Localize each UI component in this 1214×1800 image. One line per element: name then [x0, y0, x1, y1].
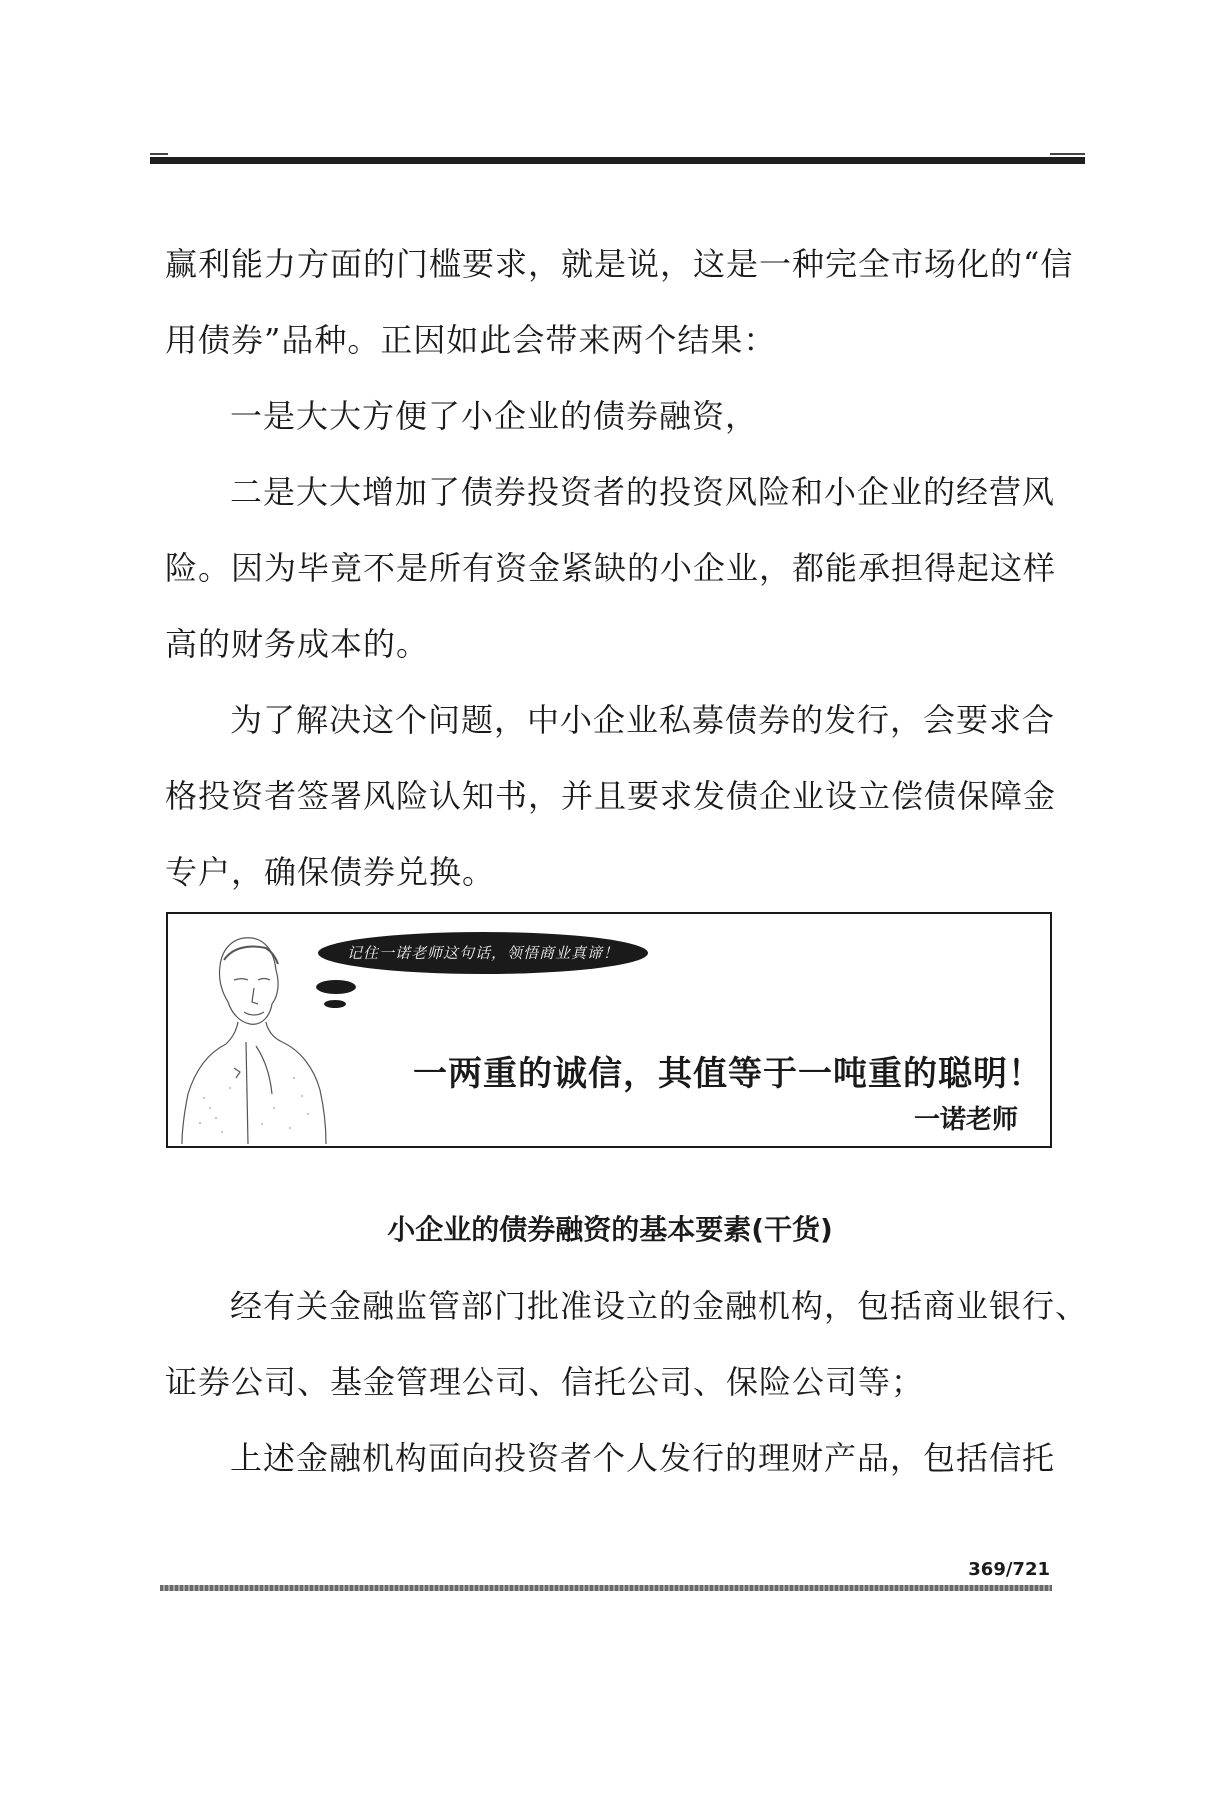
paragraph-line: 为了解决这个问题，中小企业私募债券的发行，会要求合 — [230, 701, 1056, 739]
paragraph-line: 格投资者签署风险认知书，并且要求发债企业设立偿债保障金 — [165, 777, 1057, 815]
paragraph-line: 用债券”品种。正因如此会带来两个结果： — [165, 321, 777, 359]
speech-bubble-tail — [324, 1000, 346, 1008]
paragraph-line: 经有关金融监管部门批准设立的金融机构，包括商业银行、 — [230, 1287, 1089, 1325]
speech-bubble-tail — [316, 980, 356, 994]
header-rule-right-tick — [1050, 153, 1085, 155]
paragraph-line: 一是大大方便了小企业的债券融资， — [230, 397, 759, 435]
page-number: 369/721 — [968, 1559, 1050, 1580]
paragraph-line: 险。因为毕竟不是所有资金紧缺的小企业，都能承担得起这样 — [165, 549, 1057, 587]
paragraph-line: 高的财务成本的。 — [165, 625, 430, 663]
paragraph-line: 专户，确保债券兑换。 — [165, 853, 496, 891]
paragraph-line: 二是大大增加了债券投资者的投资风险和小企业的经营风 — [230, 473, 1056, 511]
header-rule — [150, 157, 1085, 164]
quote-box — [166, 912, 1052, 1148]
section-title: 小企业的债券融资的基本要素(干货) — [387, 1213, 833, 1246]
teacher-sketch-icon — [174, 918, 334, 1146]
speech-bubble: 记住一诺老师这句话，领悟商业真谛！ — [318, 932, 648, 974]
header-rule-left-tick — [150, 153, 168, 155]
quote-author: 一诺老师 — [913, 1105, 1018, 1135]
paragraph-line: 上述金融机构面向投资者个人发行的理财产品，包括信托 — [230, 1439, 1056, 1477]
paragraph-line: 赢利能力方面的门槛要求，就是说，这是一种完全市场化的“信 — [165, 245, 1074, 283]
footer-rule — [160, 1585, 1052, 1591]
paragraph-line: 证券公司、基金管理公司、信托公司、保险公司等； — [165, 1363, 925, 1401]
quote-text: 一两重的诚信，其值等于一吨重的聪明！ — [413, 1054, 1043, 1094]
